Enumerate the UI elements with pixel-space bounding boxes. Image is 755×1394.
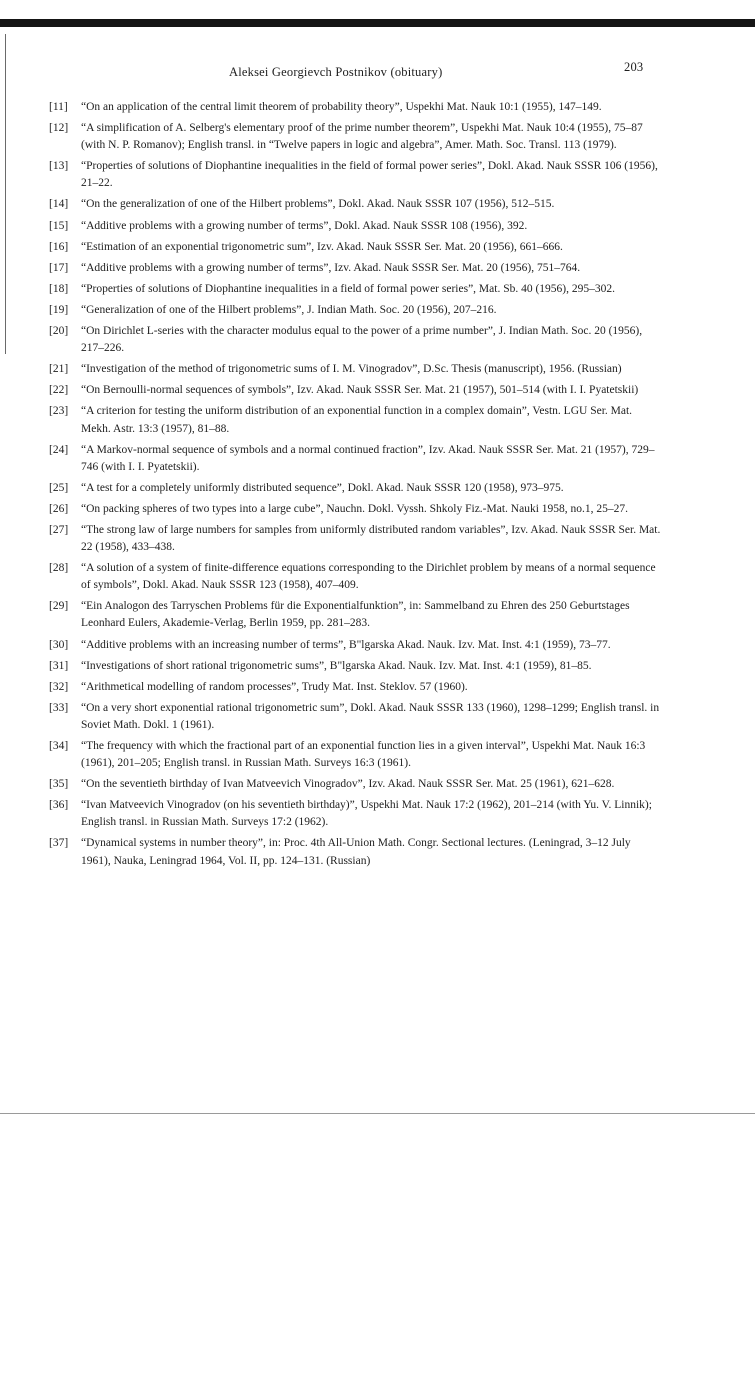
- reference-number: [30]: [49, 638, 69, 651]
- reference-item: [49, 679, 661, 696]
- reference-item: [49, 361, 661, 378]
- reference-number: [34]: [49, 740, 69, 752]
- reference-text: “On a very short exponential rational trigonometric sum”, Dokl. Akad. Nauk SSSR 133 (1960), 1298–1299; English transl. in Soviet Math. Dokl. 1 (1961).: [81, 701, 660, 731]
- reference-number: [33]: [49, 701, 69, 714]
- reference-text: “A solution of a system of finite-difference equations corresponding to the Dirichlet problem by means of a normal sequence of symbols”, Dokl. Akad. Nauk SSSR 123 (1958), 407–409.: [81, 562, 656, 592]
- reference-item: [49, 797, 661, 831]
- reference-text: “Generalization of one of the Hilbert problems”, J. Indian Math. Soc. 20 (1956), 207–216.: [81, 303, 497, 316]
- reference-number: [26]: [49, 502, 69, 515]
- reference-item: [49, 323, 661, 357]
- reference-text: “On Bernoulli-normal sequences of symbols”, Izv. Akad. Nauk SSSR Ser. Mat. 21 (1957), 501–514 (with I. I. Pyatetskii): [81, 384, 639, 397]
- reference-number: [37]: [49, 837, 69, 850]
- reference-item: [49, 403, 661, 437]
- top-scan-bar: [0, 19, 755, 27]
- reference-number: [25]: [49, 481, 69, 494]
- reference-number: [15]: [49, 219, 69, 232]
- reference-number: [35]: [49, 778, 69, 791]
- reference-text: “The frequency with which the fractional part of an exponential function lies in a given interval”, Uspekhi Mat. Nauk 16:3 (1961), 201–205; English transl. in Russian Math. Surveys 16:3 (1961).: [81, 740, 646, 770]
- reference-number: [36]: [49, 799, 69, 812]
- reference-item: [49, 658, 661, 675]
- reference-item: [49, 382, 661, 399]
- reference-item: [49, 522, 661, 556]
- reference-text: “A test for a completely uniformly distributed sequence”, Dokl. Akad. Nauk SSSR 120 (1958), 973–975.: [81, 481, 564, 494]
- reference-number: [24]: [49, 443, 69, 456]
- reference-number: [28]: [49, 562, 69, 575]
- reference-number: [13]: [49, 160, 69, 173]
- page-number: 203: [624, 60, 644, 74]
- reference-text: “A criterion for testing the uniform distribution of an exponential function in a complex domain”, Vestn. LGU Ser. Mat. Mekh. Astr. 13:3 (1957), 81–88.: [81, 405, 633, 435]
- reference-text: “Additive problems with a growing number of terms”, Dokl. Akad. Nauk SSSR 108 (1956), 392.: [81, 219, 528, 232]
- reference-number: [12]: [49, 122, 69, 135]
- reference-number: [22]: [49, 384, 69, 397]
- reference-number: [32]: [49, 680, 69, 693]
- reference-item: [49, 196, 661, 213]
- reference-text: “Dynamical systems in number theory”, in: Proc. 4th All-Union Math. Congr. Sectional lectures. (Leningrad, 3–12 July 1961), Nauka, Leningrad 1964, Vol. II, pp. 124–131. (Russian): [81, 837, 631, 867]
- reference-item: [49, 700, 661, 734]
- reference-text: “Ein Analogon des Tarryschen Problems für die Exponentialfunktion”, in: Sammelband zu Ehren des 250 Geburtstages Leonhard Eulers, Akademie-Verlag, Berlin 1959, pp. 281–283.: [81, 600, 630, 630]
- running-title: Aleksei Georgievch Postnikov (obituary): [229, 65, 443, 79]
- reference-number: [20]: [49, 325, 69, 338]
- reference-number: [16]: [49, 240, 69, 253]
- reference-text: “Estimation of an exponential trigonometric sum”, Izv. Akad. Nauk SSSR Ser. Mat. 20 (1956), 661–666.: [81, 240, 563, 253]
- reference-text: “On Dirichlet L-series with the character modulus equal to the power of a prime number”, J. Indian Math. Soc. 20 (1956), 217–226.: [81, 325, 643, 355]
- reference-text: “On the generalization of one of the Hilbert problems”, Dokl. Akad. Nauk SSSR 107 (1956), 512–515.: [81, 198, 555, 211]
- reference-item: [49, 560, 661, 594]
- reference-item: [49, 442, 661, 476]
- reference-text: “Ivan Matveevich Vinogradov (on his seventieth birthday)”, Uspekhi Mat. Nauk 17:2 (1962), 201–214 (with Yu. V. Linnik); English transl. in Russian Math. Surveys 17:2 (1962).: [81, 799, 652, 829]
- reference-item: [49, 501, 661, 518]
- reference-item: [49, 158, 661, 192]
- reference-text: “Additive problems with an increasing number of terms”, B"lgarska Akad. Nauk. Izv. Mat. Inst. 4:1 (1959), 73–77.: [81, 638, 611, 651]
- reference-item: [49, 835, 661, 869]
- reference-item: [49, 738, 661, 772]
- reference-text: “A simplification of A. Selberg's elementary proof of the prime number theorem”, Uspekhi Mat. Nauk 10:4 (1955), 75–87 (with N. P. Romanov); English transl. in “Twelve papers in logic and algebra”, Amer. Math. Soc. Transl. 113 (1979).: [81, 122, 643, 152]
- reference-item: [49, 260, 661, 277]
- reference-number: [27]: [49, 523, 69, 536]
- reference-number: [21]: [49, 363, 69, 376]
- reference-text: “Properties of solutions of Diophantine inequalities in a field of formal power series”, Mat. Sb. 40 (1956), 295–302.: [81, 282, 616, 295]
- reference-number: [29]: [49, 600, 69, 613]
- reference-item: [49, 480, 661, 497]
- reference-item: [49, 239, 661, 256]
- reference-text: “On an application of the central limit theorem of probability theory”, Uspekhi Mat. Nauk 10:1 (1955), 147–149.: [81, 101, 602, 113]
- reference-item: [49, 218, 661, 235]
- reference-text: “On the seventieth birthday of Ivan Matveevich Vinogradov”, Izv. Akad. Nauk SSSR Ser. Mat. 25 (1961), 621–628.: [81, 778, 615, 791]
- reference-list: [49, 99, 661, 874]
- reference-text: “The strong law of large numbers for samples from uniformly distributed random variables”, Izv. Akad. Nauk SSSR Ser. Mat. 22 (1958), 433–438.: [81, 523, 661, 554]
- reference-text: “On packing spheres of two types into a large cube”, Nauchn. Dokl. Vyssh. Shkoly Fiz.-Mat. Nauki 1958, no.1, 25–27.: [81, 502, 629, 515]
- reference-number: [18]: [49, 282, 69, 295]
- bottom-rule: [0, 1113, 755, 1114]
- reference-text: “Additive problems with a growing number of terms”, Izv. Akad. Nauk SSSR Ser. Mat. 20 (1956), 751–764.: [81, 261, 581, 274]
- reference-number: [23]: [49, 405, 69, 418]
- reference-text: “Properties of solutions of Diophantine inequalities in the field of formal power series”, Dokl. Akad. Nauk SSSR 106 (1956), 21–22.: [81, 160, 658, 190]
- reference-number: [19]: [49, 303, 69, 316]
- reference-item: [49, 120, 661, 154]
- reference-item: [49, 281, 661, 298]
- reference-number: [14]: [49, 198, 69, 211]
- reference-text: “A Markov-normal sequence of symbols and a normal continued fraction”, Izv. Akad. Nauk SSSR Ser. Mat. 21 (1957), 729–746 (with I. I. Pyatetskii).: [81, 443, 655, 473]
- reference-text: “Arithmetical modelling of random processes”, Trudy Mat. Inst. Steklov. 57 (1960).: [81, 680, 468, 693]
- reference-number: [11]: [49, 101, 68, 113]
- reference-text: “Investigation of the method of trigonometric sums of I. M. Vinogradov”, D.Sc. Thesis (manuscript), 1956. (Russian): [81, 363, 622, 376]
- page-header: [0, 59, 755, 79]
- reference-item: [49, 99, 661, 116]
- reference-item: [49, 598, 661, 632]
- reference-number: [17]: [49, 261, 69, 274]
- reference-text: “Investigations of short rational trigonometric sums”, B"lgarska Akad. Nauk. Izv. Mat. Inst. 4:1 (1959), 81–85.: [81, 659, 592, 672]
- reference-item: [49, 637, 661, 654]
- page-edge-line: [5, 34, 6, 354]
- reference-number: [31]: [49, 659, 69, 672]
- reference-item: [49, 776, 661, 793]
- reference-item: [49, 302, 661, 319]
